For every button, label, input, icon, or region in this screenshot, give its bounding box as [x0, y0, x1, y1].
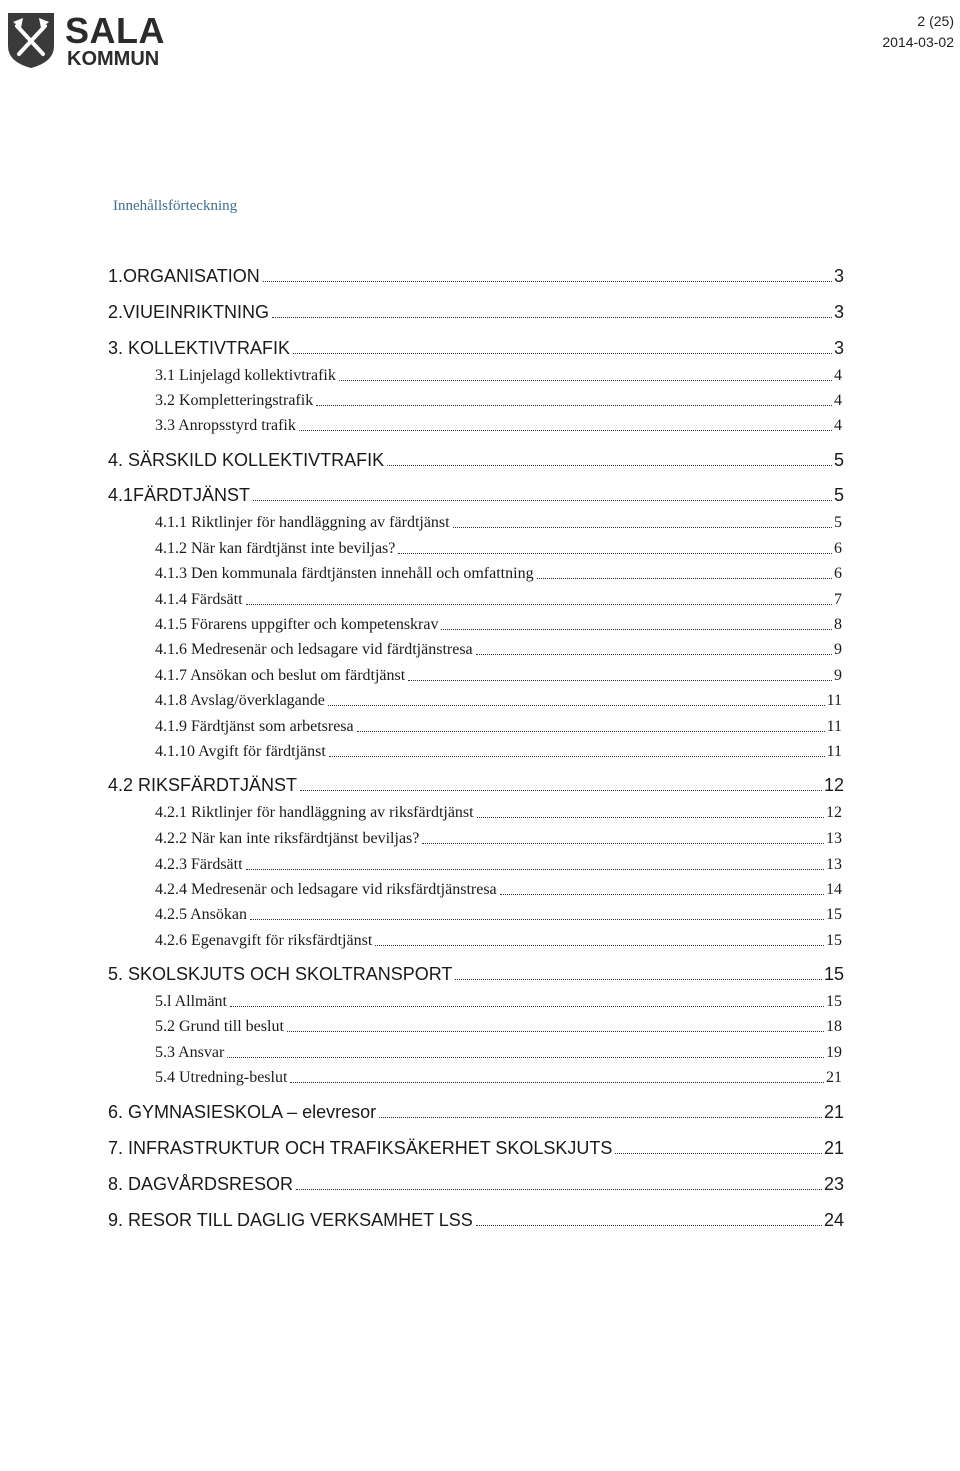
toc-entry-label: 9. RESOR TILL DAGLIG VERKSAMHET LSS	[108, 1210, 473, 1230]
toc-dot-leader	[230, 1006, 824, 1007]
toc-entry-label: 7. INFRASTRUKTUR OCH TRAFIKSÄKERHET SKOLSKJUTS	[108, 1138, 613, 1158]
toc-entry-label: 4.1.8 Avslag/överklagande	[155, 692, 325, 709]
toc-entry-section[interactable]	[108, 775, 844, 796]
toc-entry-page: 21	[823, 1138, 844, 1158]
toc-entry-label: 4.1.2 När kan färdtjänst inte beviljas?	[155, 540, 396, 557]
toc-entry-page: 23	[823, 1174, 844, 1194]
toc-entry-subsection[interactable]	[155, 616, 842, 634]
toc-entry-label: 3.2 Kompletteringstrafik	[155, 392, 314, 409]
toc-entry-subsection[interactable]	[155, 1018, 842, 1036]
toc-dot-leader	[227, 1057, 824, 1058]
toc-entry-page: 7	[834, 591, 842, 608]
toc-entry-label: 4.1.4 Färdsätt	[155, 591, 243, 608]
toc-entry-label: 3. KOLLEKTIVTRAFIK	[108, 338, 291, 358]
toc-entry-label: 4.1FÄRDTJÄNST	[108, 485, 251, 505]
toc-dot-leader	[287, 1031, 824, 1032]
toc-entry-label: 4.1.5 Förarens uppgifter och kompetenskrav	[155, 616, 439, 633]
toc-dot-leader	[615, 1153, 822, 1154]
toc-entry-page: 6	[834, 540, 842, 557]
toc-entry-page: 3	[833, 338, 844, 358]
toc-entry-label: 4.1.3 Den kommunala färdtjänsten innehåll och omfattning	[155, 565, 534, 582]
toc-entry-section[interactable]	[108, 338, 844, 359]
toc-dot-leader	[328, 705, 825, 706]
toc-entry-label: 5.4 Utredning-beslut	[155, 1069, 288, 1086]
toc-entry-page: 15	[826, 993, 842, 1010]
toc-dot-leader	[441, 629, 832, 630]
toc-entry-subsection[interactable]	[155, 804, 842, 822]
toc-entry-section[interactable]	[108, 266, 844, 287]
toc-entry-label: 6. GYMNASIESKOLA – elevresor	[108, 1102, 377, 1122]
toc-entry-subsection[interactable]	[155, 417, 842, 435]
toc-dot-leader	[500, 894, 824, 895]
toc-entry-page: 12	[826, 804, 842, 821]
toc-entry-label: 4. SÄRSKILD KOLLEKTIVTRAFIK	[108, 450, 385, 470]
toc-entry-page: 13	[826, 830, 842, 847]
toc-dot-leader	[537, 578, 832, 579]
toc-entry-label: 1.ORGANISATION	[108, 266, 260, 286]
toc-entry-page: 5	[833, 450, 844, 470]
page-number: 2 (25)	[917, 13, 954, 29]
toc-entry-section[interactable]	[108, 302, 844, 323]
toc-entry-subsection[interactable]	[155, 367, 842, 385]
toc-entry-page: 18	[826, 1018, 842, 1035]
toc-entry-page: 6	[834, 565, 842, 582]
toc-dot-leader	[422, 843, 824, 844]
toc-entry-subsection[interactable]	[155, 692, 842, 710]
document-date: 2014-03-02	[882, 34, 954, 50]
toc-entry-label: 5.3 Ansvar	[155, 1044, 225, 1061]
toc-dot-leader	[299, 430, 832, 431]
toc-entry-subsection[interactable]	[155, 641, 842, 659]
toc-entry-page: 15	[826, 906, 842, 923]
toc-dot-leader	[293, 353, 832, 354]
toc-entry-section[interactable]	[108, 1138, 844, 1159]
toc-entry-subsection[interactable]	[155, 565, 842, 583]
logo-wordmark-kommun: KOMMUN	[67, 48, 160, 70]
toc-entry-page: 4	[834, 367, 842, 384]
toc-entry-label: 4.2.3 Färdsätt	[155, 856, 243, 873]
toc-entry-page: 19	[826, 1044, 842, 1061]
toc-entry-subsection[interactable]	[155, 1069, 842, 1087]
toc-entry-label: 4.2 RIKSFÄRDTJÄNST	[108, 775, 298, 795]
toc-entry-label: 4.1.9 Färdtjänst som arbetsresa	[155, 718, 354, 735]
toc-dot-leader	[455, 979, 822, 980]
toc-entry-section[interactable]	[108, 1102, 844, 1123]
toc-dot-leader	[387, 465, 832, 466]
toc-entry-page: 12	[823, 775, 844, 795]
toc-dot-leader	[339, 380, 832, 381]
toc-entry-label: 4.2.1 Riktlinjer för handläggning av riksfärdtjänst	[155, 804, 474, 821]
toc-entry-page: 4	[834, 392, 842, 409]
toc-entry-label: 3.3 Anropsstyrd trafik	[155, 417, 296, 434]
toc-dot-leader	[453, 527, 832, 528]
toc-entry-page: 4	[834, 417, 842, 434]
toc-entry-subsection[interactable]	[155, 906, 842, 924]
toc-entry-label: 4.2.5 Ansökan	[155, 906, 247, 923]
logo-wordmark-sala: SALA	[65, 10, 165, 51]
toc-entry-page: 21	[826, 1069, 842, 1086]
toc-entry-label: 4.2.2 När kan inte riksfärdtjänst beviljas?	[155, 830, 420, 847]
toc-dot-leader	[300, 790, 822, 791]
toc-entry-label: 5. SKOLSKJUTS OCH SKOLTRANSPORT	[108, 964, 453, 984]
toc-entry-subsection[interactable]	[155, 718, 842, 736]
toc-dot-leader	[272, 317, 832, 318]
toc-entry-subsection[interactable]	[155, 881, 842, 899]
toc-entry-subsection[interactable]	[155, 667, 842, 685]
toc-dot-leader	[316, 405, 832, 406]
toc-entry-label: 5.l Allmänt	[155, 993, 227, 1010]
toc-entry-page: 5	[833, 485, 844, 505]
toc-entry-label: 4.1.7 Ansökan och beslut om färdtjänst	[155, 667, 406, 684]
toc-entry-section[interactable]	[108, 450, 844, 471]
toc-entry-subsection[interactable]	[155, 743, 842, 761]
toc-entry-label: 5.2 Grund till beslut	[155, 1018, 284, 1035]
toc-dot-leader	[375, 945, 824, 946]
toc-entry-label: 4.2.4 Medresenär och ledsagare vid riksfärdtjänstresa	[155, 881, 497, 898]
toc-entry-section[interactable]	[108, 1174, 844, 1195]
toc-entry-subsection[interactable]	[155, 540, 842, 558]
toc-dot-leader	[253, 500, 832, 501]
toc-dot-leader	[398, 553, 832, 554]
toc-entry-label: 8. DAGVÅRDSRESOR	[108, 1174, 294, 1194]
toc-dot-leader	[408, 680, 832, 681]
toc-entry-section[interactable]	[108, 964, 844, 985]
toc-dot-leader	[357, 731, 825, 732]
toc-entry-page: 15	[826, 932, 842, 949]
toc-entry-label: 2.VIUEINRIKTNING	[108, 302, 270, 322]
toc-dot-leader	[246, 869, 824, 870]
toc-entry-page: 3	[833, 302, 844, 322]
toc-entry-page: 11	[826, 692, 842, 709]
toc-entry-page: 11	[826, 718, 842, 735]
toc-entry-label: 4.1.6 Medresenär och ledsagare vid färdtjänstresa	[155, 641, 473, 658]
toc-entry-page: 5	[834, 514, 842, 531]
toc-entry-page: 13	[826, 856, 842, 873]
toc-entry-section[interactable]	[108, 485, 844, 506]
toc-dot-leader	[476, 1225, 822, 1226]
toc-dot-leader	[290, 1082, 824, 1083]
toc-entry-label: 3.1 Linjelagd kollektivtrafik	[155, 367, 336, 384]
toc-entry-page: 9	[834, 667, 842, 684]
toc-entry-subsection[interactable]	[155, 932, 842, 950]
toc-entry-subsection[interactable]	[155, 830, 842, 848]
toc-entry-label: 4.1.10 Avgift för färdtjänst	[155, 743, 326, 760]
toc-entry-page: 24	[823, 1210, 844, 1230]
toc-entry-page: 21	[823, 1102, 844, 1122]
toc-heading: Innehållsförteckning	[113, 198, 238, 214]
toc-entry-section[interactable]	[108, 1210, 844, 1231]
toc-entry-page: 3	[833, 266, 844, 286]
toc-dot-leader	[476, 654, 832, 655]
toc-entry-page: 14	[826, 881, 842, 898]
toc-dot-leader	[246, 604, 832, 605]
toc-entry-subsection[interactable]	[155, 856, 842, 874]
toc-entry-subsection[interactable]	[155, 514, 842, 532]
toc-entry-subsection[interactable]	[155, 392, 842, 410]
toc-dot-leader	[296, 1189, 822, 1190]
toc-dot-leader	[263, 281, 832, 282]
toc-entry-subsection[interactable]	[155, 993, 842, 1011]
toc-entry-label: 4.1.1 Riktlinjer för handläggning av färdtjänst	[155, 514, 450, 531]
toc-entry-label: 4.2.6 Egenavgift för riksfärdtjänst	[155, 932, 373, 949]
toc-entry-page: 15	[823, 964, 844, 984]
toc-dot-leader	[477, 817, 824, 818]
toc-dot-leader	[379, 1117, 822, 1118]
toc-entry-page: 9	[834, 641, 842, 658]
toc-entry-page: 8	[834, 616, 842, 633]
toc-entry-page: 11	[826, 743, 842, 760]
toc-dot-leader	[329, 756, 825, 757]
toc-entry-subsection[interactable]	[155, 591, 842, 609]
toc-dot-leader	[250, 919, 824, 920]
toc-entry-subsection[interactable]	[155, 1044, 842, 1062]
